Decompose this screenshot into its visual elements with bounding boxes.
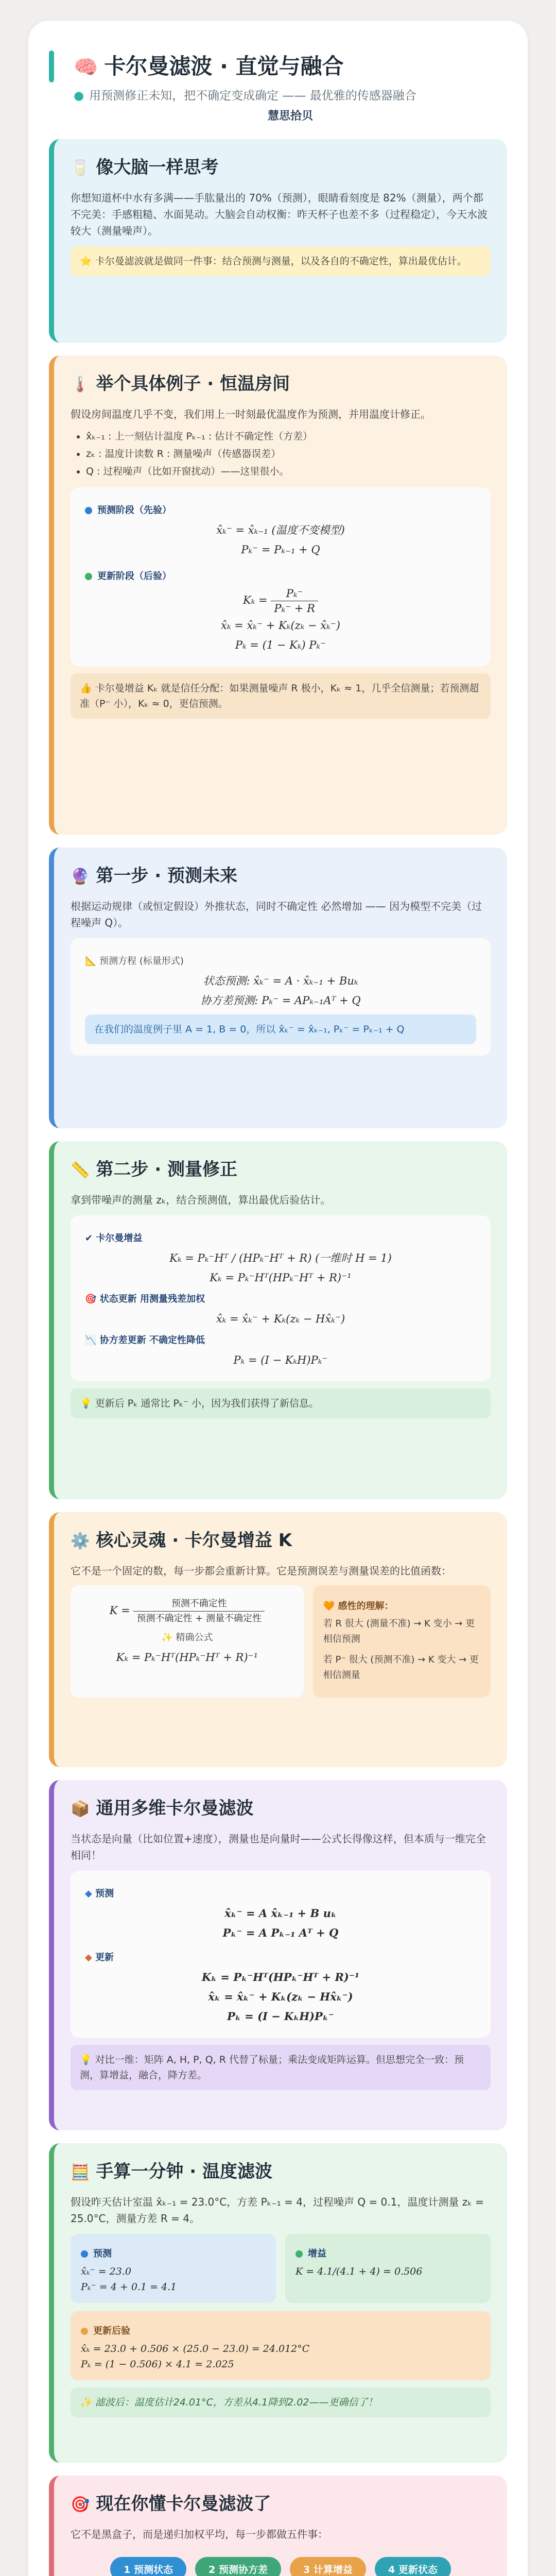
example-note: 在我们的温度例子里 A = 1, B = 0，所以 x̂ₖ⁻ = x̂ₖ₋₁, Pₖ⁻ = Pₖ₋₁ + Q [85, 1014, 476, 1044]
blue-dot-icon [85, 507, 92, 514]
crystal-ball-icon: 🔮 [71, 868, 90, 886]
update-label: 更新阶段（后验） [85, 569, 476, 582]
calc-line: x̂ₖ⁻ = 23.0 [81, 2266, 131, 2277]
green-dot-icon [85, 573, 92, 580]
card-paragraph: 当状态是向量（比如位置+速度），测量也是向量时——公式长得像这样，但本质与一维完全相同！ [71, 1833, 486, 1861]
step-badge: 4 更新状态 [375, 2557, 451, 2576]
card-note: ⭐ 卡尔曼滤波就是做同一件事：结合预测与测量，以及各自的不确定性，算出最优估计。 [71, 246, 491, 276]
equation: x̂ₖ⁻ = x̂ₖ₋₁ (温度不变模型) [216, 524, 345, 536]
list-item: • x̂ₖ₋₁ : 上一刻估计温度 Pₖ₋₁ : 估计不确定性（方差） [86, 428, 491, 445]
gain-label: ✔ 卡尔曼增益 [85, 1233, 143, 1244]
sparkle-icon: ✨ [80, 2397, 95, 2408]
equation: x̂ₖ = x̂ₖ⁻ + Kₖ(zₖ − x̂ₖ⁻) [221, 619, 340, 632]
step-badge: 1 预测状态 [110, 2557, 186, 2576]
info-dot-icon: ● [74, 89, 84, 103]
card-paragraph: 它不是一个固定的数，每一步都会重新计算。它是预测误差与测量误差的比值函数： [71, 1565, 451, 1577]
card-think-like-brain [49, 139, 507, 343]
equation: Pₖ = (I − KₖH)Pₖ⁻ [233, 1354, 328, 1366]
card-paragraph: 它不是黑盒子，而是递归加权平均，每一步都做五件事： [71, 2528, 328, 2540]
equation: Pₖ⁻ = A Pₖ₋₁ Aᵀ + Q [222, 1926, 339, 1939]
gain-equation: Kₖ = $\frac{\text{Pₖ⁻}}{\text{Pₖ⁻ + R}}$ [85, 586, 476, 616]
card-room-example [49, 355, 507, 835]
steps-row [71, 2553, 491, 2576]
chart-icon: 📉 [85, 1335, 100, 1346]
gear-icon: ⚙️ [71, 1532, 90, 1550]
calc-line: K = 4.1/(4.1 + 4) = 0.506 [296, 2266, 423, 2277]
equation: 协方差预测: Pₖ⁻ = APₖ₋₁Aᵀ + Q [200, 994, 361, 1007]
ratio-equation: K = $\frac{\text{预测不确定性}}{\text{预测不确定性 + 测量不确定性}}$ [85, 1597, 289, 1626]
insight-line: 若 R 很大 (测量不准) → K 变小 → 更相信预测 [323, 1618, 475, 1645]
diamond-icon: ◆ [85, 1888, 96, 1899]
gain-formula-panel [71, 1585, 304, 1698]
thermometer-icon: 🌡️ [71, 376, 90, 394]
abacus-icon: 🧮 [71, 2163, 90, 2181]
blue-dot-icon [81, 2250, 88, 2258]
bulb-icon: 💡 [80, 1398, 95, 1409]
card-title: 🧮 手算一分钟 · 温度滤波 [71, 2161, 272, 2182]
equation: x̂ₖ = x̂ₖ⁻ + Kₖ(zₖ − Hx̂ₖ⁻) [216, 1313, 345, 1325]
predict-label: 预测阶段（先验） [85, 503, 476, 516]
card-title: 📦 通用多维卡尔曼滤波 [71, 1798, 254, 1819]
header [49, 50, 507, 138]
card-title: 📏 第二步 · 测量修正 [71, 1159, 237, 1180]
equation-panel [71, 938, 491, 1056]
step-badge: 3 计算增益 [290, 2557, 366, 2576]
bulb-icon: 💡 [80, 2054, 95, 2065]
gain-box [285, 2234, 491, 2303]
equation: Pₖ = (1 − Kₖ) Pₖ⁻ [235, 639, 326, 651]
card-paragraph: 你想知道杯中水有多满——手肱量出的 70%（预测），眼睛看刻度是 82%（测量），两个都不完美：手感粗糙、水面晃动。大脑会自动权衡：昨天杯子也差不多（过程稳定），今天水波较大（测量噪声）。 [71, 192, 488, 237]
variable-list [71, 428, 491, 480]
ruler-icon: 📏 [71, 1161, 90, 1179]
equation: Kₖ = Pₖ⁻Hᵀ / (HPₖ⁻Hᵀ + R) (一维时 H = 1) [169, 1252, 392, 1264]
card-update [49, 1141, 507, 1499]
calc-line: Pₖ = (1 − 0.506) × 4.1 = 2.025 [81, 2359, 234, 2370]
card-note: ✨ 滤波后：温度估计24.01°C，方差从4.1降到2.02——更确信了！ [71, 2387, 491, 2417]
author: 慧思拾贝 [267, 110, 313, 123]
predict-label: 预测 [81, 2246, 266, 2260]
equation: 状态预测: x̂ₖ⁻ = A · x̂ₖ₋₁ + Buₖ [203, 975, 358, 987]
list-item: • zₖ : 温度计读数 R : 测量噪声（传感器误差） [86, 445, 491, 463]
equation: Kₖ = Pₖ⁻Hᵀ(HPₖ⁻Hᵀ + R)⁻¹ [116, 1651, 258, 1664]
card-predict [49, 848, 507, 1128]
equation: Pₖ = (I − KₖH)Pₖ⁻ [227, 2010, 334, 2023]
equation: Kₖ = Pₖ⁻Hᵀ(HPₖ⁻Hᵀ + R)⁻¹ [210, 1272, 352, 1284]
equation: Kₖ = Pₖ⁻Hᵀ(HPₖ⁻Hᵀ + R)⁻¹ [201, 1971, 360, 1984]
card-hand-calc [49, 2143, 507, 2463]
ruler-icon: 📐 [85, 956, 100, 967]
title-accent-bar [49, 50, 54, 82]
card-title: 🔮 第一步 · 预测未来 [71, 866, 237, 886]
subtitle: ● 用预测修正未知，把不确定变成确定 —— 最优雅的传感器融合 [74, 89, 416, 103]
equation: x̂ₖ = x̂ₖ⁻ + Kₖ(zₖ − Hx̂ₖ⁻) [208, 1990, 353, 2003]
list-item: • Q : 过程噪声（比如开窗扰动）——这里很小。 [86, 463, 491, 480]
gain-row [71, 1585, 491, 1698]
posterior-box [71, 2311, 491, 2380]
equation-panel [71, 1871, 491, 2038]
card-note: 💡 对比一维：矩阵 A, H, P, Q, R 代替了标量；乘法变成矩阵运算。但思想完全一致：预测，算增益，融合，降方差。 [71, 2045, 491, 2090]
card-note: 💡 更新后 Pₖ 通常比 Pₖ⁻ 小，因为我们获得了新信息。 [71, 1388, 491, 1418]
gain-label: 增益 [296, 2246, 480, 2260]
card-kalman-gain [49, 1512, 507, 1767]
insight-panel [313, 1585, 491, 1698]
card-paragraph: 假设房间温度几乎不变，我们用上一时刻最优温度作为预测，并用温度计修正。 [71, 408, 431, 420]
card-multidim [49, 1780, 507, 2130]
card-summary [49, 2476, 507, 2576]
target-icon: 🎯 [71, 2496, 90, 2514]
card-paragraph: 根据运动规律（或恒定假设）外推状态，同时不确定性 必然增加 —— 因为模型不完美（过程噪声 Q）。 [71, 900, 482, 929]
equation: Pₖ⁻ = Pₖ₋₁ + Q [241, 544, 320, 556]
insight-title: 🧡 感性的理解： [323, 1601, 394, 1612]
diamond-icon: ◆ [85, 1952, 96, 1963]
equation-panel [71, 1215, 491, 1381]
card-title: 🥛 像大脑一样思考 [71, 157, 219, 178]
card-title: ⚙️ 核心灵魂 · 卡尔曼增益 K [71, 1530, 292, 1551]
star-icon: ✨ [161, 1632, 176, 1643]
precise-label: ✨ 精确公式 [161, 1632, 213, 1643]
card-title: 🌡️ 举个具体例子 · 恒温房间 [71, 374, 290, 394]
target-icon: 🎯 [85, 1294, 100, 1304]
update-label: ◆ 更新 [85, 1952, 114, 1963]
cup-icon: 🥛 [71, 159, 90, 177]
page-title: 🧠 卡尔曼滤波 · 直觉与融合 [74, 54, 344, 79]
calc-line: x̂ₖ = 23.0 + 0.506 × (25.0 − 23.0) = 24.012°C [81, 2343, 310, 2354]
box-icon: 📦 [71, 1800, 90, 1818]
equation-panel [71, 487, 491, 666]
card-paragraph: 假设昨天估计室温 x̂ₖ₋₁ = 23.0°C，方差 Pₖ₋₁ = 4，过程噪声 Q = 0.1，温度计测量 zₖ = 25.0°C，测量方差 R = 4。 [71, 2196, 484, 2225]
star-icon: ⭐ [80, 256, 95, 267]
insight-line: 若 P⁻ 很大 (预测不准) → K 变大 → 更相信测量 [323, 1654, 479, 1681]
calc-grid [71, 2234, 491, 2303]
check-icon: ✔ [85, 1233, 96, 1244]
hand-icon: 👍 [80, 683, 95, 694]
card-paragraph: 拿到带噪声的测量 zₖ，结合预测值，算出最优后验估计。 [71, 1194, 331, 1206]
predict-box [71, 2234, 276, 2303]
cov-label: 📉 协方差更新 不确定性降低 [85, 1335, 205, 1346]
brain-icon: 🧠 [74, 56, 98, 78]
equation-label: 📐 预测方程 (标量形式) [85, 956, 184, 967]
posterior-label: 更新后验 [81, 2324, 480, 2337]
page-card [28, 21, 528, 2576]
step-badge: 2 预测协方差 [195, 2557, 281, 2576]
calc-line: Pₖ⁻ = 4 + 0.1 = 4.1 [81, 2281, 177, 2293]
card-note: 👍 卡尔曼增益 Kₖ 就是信任分配：如果测量噪声 R 极小，Kₖ ≈ 1，几乎全信测量；若预测超准（P⁻ 小），Kₖ ≈ 0，更信预测。 [71, 673, 491, 719]
predict-label: ◆ 预测 [85, 1888, 114, 1899]
heart-icon: 🧡 [323, 1601, 338, 1612]
card-title: 🎯 现在你懂卡尔曼滤波了 [71, 2494, 271, 2514]
green-dot-icon [296, 2250, 303, 2258]
equation: x̂ₖ⁻ = A x̂ₖ₋₁ + B uₖ [224, 1907, 337, 1920]
state-label: 🎯 状态更新 用测量残差加权 [85, 1294, 205, 1304]
orange-dot-icon [81, 2328, 88, 2335]
